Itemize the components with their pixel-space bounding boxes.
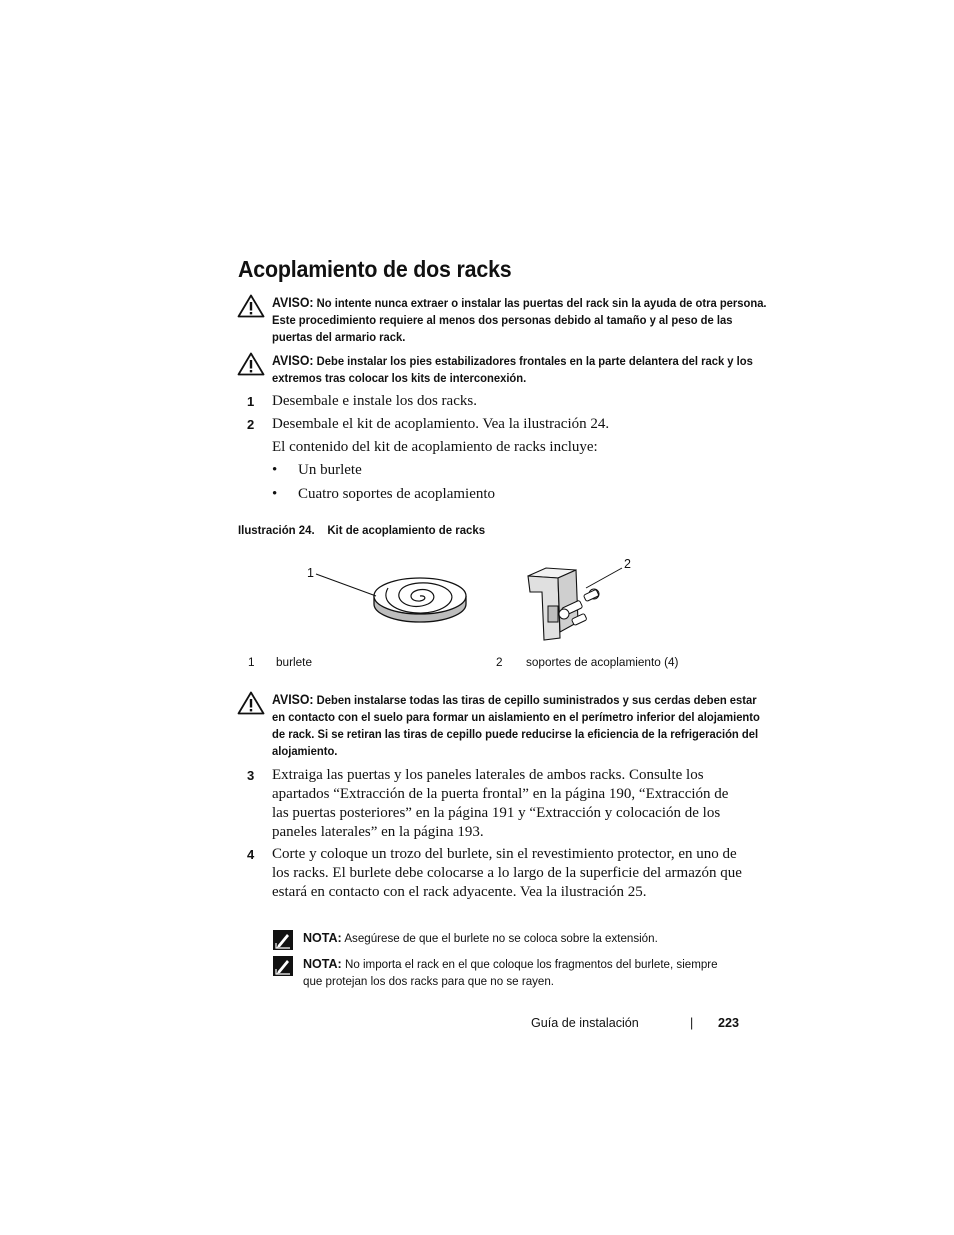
warning-text bbox=[272, 294, 769, 346]
callout-leader bbox=[316, 574, 376, 596]
note-text bbox=[303, 929, 740, 947]
step-item bbox=[247, 392, 747, 411]
rack-kit-illustration bbox=[300, 548, 660, 648]
legend-number: 2 bbox=[496, 655, 503, 669]
warning-triangle-icon bbox=[237, 691, 265, 715]
note-label: NOTA: bbox=[303, 930, 342, 945]
legend-label: burlete bbox=[276, 655, 312, 669]
warning-body: Debe instalar los pies estabilizadores frontales en la parte delantera del rack y los extremos tras colocar los kits de interconexión. bbox=[272, 354, 753, 385]
step-item bbox=[247, 766, 747, 842]
weather-strip-roll-icon bbox=[374, 578, 466, 622]
step-number: 1 bbox=[247, 394, 255, 409]
warning-notice bbox=[237, 352, 753, 387]
list-item-text: Cuatro soportes de acoplamiento bbox=[298, 486, 496, 502]
list-item-text: Un burlete bbox=[298, 462, 362, 478]
bullet-icon: • bbox=[272, 486, 278, 502]
step-number: 4 bbox=[247, 847, 255, 862]
page-number: 223 bbox=[718, 1016, 740, 1030]
step-text: Extraiga las puertas y los paneles laterales de ambos racks. Consulte los apartados “Extracción de la puerta frontal” en la página 190, “Extracción de las puertas posteriores” en la página 191 y “Extracción y colocación de los paneles laterales” en la página 193. bbox=[272, 767, 729, 840]
warning-notice bbox=[237, 691, 760, 760]
footer-separator: | bbox=[690, 1016, 694, 1030]
step-number: 3 bbox=[247, 768, 255, 783]
step-text: Corte y coloque un trozo del burlete, sin el revestimiento protector, en uno de los racks. El burlete debe colocarse a lo largo de la superficie del armazón que estará en contacto con el rack adyacente. Vea la ilustración 25. bbox=[272, 846, 742, 900]
warning-body: Deben instalarse todas las tiras de cepillo suministrados y sus cerdas deben estar en contacto con el suelo para formar un aislamiento en el perímetro inferior del alojamiento de rack. Si se retiran las tiras de cepillo puede reducirse la eficiencia de la refrigeración del alojamiento. bbox=[272, 693, 760, 758]
warning-label: AVISO: bbox=[272, 295, 314, 310]
warning-body: No intente nunca extraer o instalar las puertas del rack sin la ayuda de otra persona. Este procedimiento requiere al menos dos personas debido al tamaño y al peso de las puertas del armario rack. bbox=[272, 296, 767, 344]
warning-label: AVISO: bbox=[272, 353, 314, 368]
bullet-icon: • bbox=[272, 462, 278, 478]
warning-label: AVISO: bbox=[272, 692, 314, 707]
warning-triangle-icon bbox=[237, 294, 265, 318]
callout-leader bbox=[586, 568, 622, 588]
note-label: NOTA: bbox=[303, 956, 342, 971]
figure-caption: Ilustración 24. Kit de acoplamiento de racks bbox=[238, 523, 486, 537]
step-number: 2 bbox=[247, 417, 255, 432]
legend-number: 1 bbox=[248, 655, 255, 669]
legend-label: soportes de acoplamiento (4) bbox=[526, 655, 679, 669]
pencil-note-icon bbox=[272, 929, 294, 951]
step-text: Desembale e instale los dos racks. bbox=[272, 393, 477, 409]
coupling-bracket-icon bbox=[528, 568, 599, 640]
step-item bbox=[247, 845, 747, 902]
note-body: No importa el rack en el que coloque los fragmentos del burlete, siempre que protejan los dos racks para que no se rayen. bbox=[303, 957, 718, 988]
kit-intro: El contenido del kit de acoplamiento de racks incluye: bbox=[272, 439, 598, 455]
note-body: Asegúrese de que el burlete no se coloca sobre la extensión. bbox=[344, 931, 658, 945]
callout-label: 1 bbox=[307, 566, 314, 580]
callout-label: 2 bbox=[624, 557, 631, 571]
footer-guide-title: Guía de instalación bbox=[531, 1016, 639, 1030]
step-item bbox=[247, 415, 747, 434]
warning-triangle-icon bbox=[237, 352, 265, 376]
pencil-note-icon bbox=[272, 955, 294, 977]
note-block bbox=[272, 929, 742, 947]
warning-notice bbox=[237, 294, 767, 346]
note-text bbox=[303, 955, 740, 990]
warning-text bbox=[272, 352, 769, 387]
step-text: Desembale el kit de acoplamiento. Vea la ilustración 24. bbox=[272, 416, 610, 432]
note-block bbox=[272, 955, 742, 990]
warning-text bbox=[272, 691, 769, 760]
page-title: Acoplamiento de dos racks bbox=[238, 256, 512, 282]
